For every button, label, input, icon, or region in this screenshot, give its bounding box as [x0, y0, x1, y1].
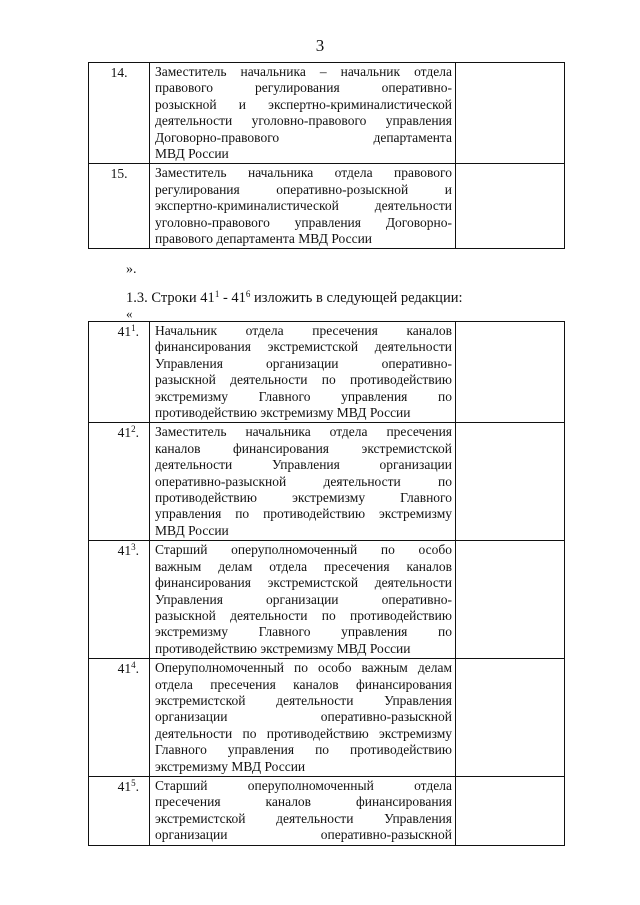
- row-number: [89, 541, 149, 559]
- text-line: деятельности уголовно-правового управления: [155, 113, 452, 129]
- row-number-cell: [89, 322, 150, 423]
- text-line: Начальник отдела пресечения каналов: [155, 323, 452, 338]
- empty-cell: [456, 776, 565, 845]
- text-line: правового департамента МВД России: [155, 231, 373, 247]
- row-number-dot: .: [135, 661, 139, 677]
- text-line: Управления организации оперативно-: [155, 355, 452, 371]
- row-number-base: 41: [117, 543, 132, 559]
- position-title-cell: [150, 541, 456, 659]
- row-number-dot: .: [135, 778, 139, 794]
- row-number-cell: [89, 423, 150, 541]
- text-line: экстремистской деятельности Управления: [155, 692, 452, 708]
- table-row: [89, 541, 565, 659]
- text-line: пресечения каналов финансирования: [155, 794, 452, 810]
- instruction-sup-1: 1: [214, 289, 220, 299]
- positions-table-top: [88, 62, 565, 249]
- table-row: [89, 164, 565, 249]
- position-title-cell: [150, 423, 456, 541]
- text-line: каналов финансирования экстремистской: [155, 440, 452, 456]
- row-number-dot: .: [135, 324, 139, 339]
- instruction-paragraph: [126, 290, 463, 307]
- empty-cell: [456, 63, 565, 164]
- text-line: Старший оперуполномоченный по особо: [155, 542, 452, 558]
- position-title-cell: [150, 776, 456, 845]
- empty-cell: [456, 322, 565, 423]
- empty-cell: [456, 659, 565, 777]
- text-line: организации оперативно-разыскной: [155, 709, 452, 725]
- row-number-superscript: 5: [131, 777, 136, 788]
- text-line: уголовно-правового управления Договорно-: [155, 214, 452, 230]
- row-number-cell: [89, 63, 150, 164]
- position-title-cell: [150, 322, 456, 423]
- text-line: Оперуполномоченный по особо важным делам: [155, 660, 452, 676]
- text-line: розыскной и экспертно-криминалистической: [155, 96, 452, 112]
- text-line: Заместитель начальника отдела правового: [155, 165, 452, 181]
- table-row: [89, 63, 565, 164]
- text-line: Управления организации оперативно-: [155, 591, 452, 607]
- row-number: [89, 423, 149, 441]
- empty-cell: [456, 541, 565, 659]
- position-title: [150, 777, 455, 845]
- row-number-cell: [89, 776, 150, 845]
- row-number-cell: [89, 541, 150, 659]
- row-number: [89, 777, 149, 795]
- text-line: противодействию экстремизму Главного: [155, 490, 452, 506]
- text-line: экстремистской деятельности Управления: [155, 810, 452, 826]
- text-line: экстремизму Главного управления по: [155, 624, 452, 640]
- empty-cell: [456, 423, 565, 541]
- row-number: [89, 322, 149, 340]
- text-line: Заместитель начальника отдела пресечения: [155, 424, 452, 440]
- positions-table-bottom: [88, 321, 565, 846]
- text-line: организации оперативно-разыскной: [155, 827, 452, 843]
- text-line: финансирования экстремистской деятельности: [155, 339, 452, 355]
- text-line: управления по противодействию экстремизму: [155, 506, 452, 522]
- row-number: 15.: [110, 166, 128, 182]
- text-line: МВД России: [155, 522, 229, 538]
- row-number-base: 41: [117, 425, 132, 441]
- text-line: Заместитель начальника – начальник отдела: [155, 64, 452, 79]
- row-number-base: 41: [117, 324, 132, 339]
- row-number-superscript: 3: [131, 542, 136, 553]
- table-row: [89, 322, 565, 423]
- row-number-cell: [89, 659, 150, 777]
- position-title: [150, 659, 455, 776]
- row-number-superscript: 1: [131, 323, 136, 333]
- row-number-cell: [89, 164, 150, 249]
- empty-cell: [456, 164, 565, 249]
- row-number-dot: .: [135, 543, 139, 559]
- text-line: МВД России: [155, 146, 229, 162]
- text-line: разыскной деятельности по противодействию: [155, 607, 452, 623]
- row-number: [89, 659, 149, 677]
- text-line: экстремизму МВД России: [155, 758, 306, 774]
- text-line: важным делам отдела пресечения каналов: [155, 558, 452, 574]
- table-row: [89, 776, 565, 845]
- row-number-dot: .: [135, 425, 139, 441]
- text-line: финансирования экстремистской деятельности: [155, 575, 452, 591]
- text-line: оперативно-разыскной деятельности по: [155, 473, 452, 489]
- text-line: правового регулирования оперативно-: [155, 80, 452, 96]
- text-line: противодействию экстремизму МВД России: [155, 405, 411, 421]
- row-number-superscript: 2: [131, 424, 136, 435]
- instruction-suffix: изложить в следующей редакции:: [250, 290, 463, 306]
- text-line: деятельности по противодействию экстремизму: [155, 725, 452, 741]
- text-line: отдела пресечения каналов финансирования: [155, 676, 452, 692]
- text-line: деятельности Управления организации: [155, 457, 452, 473]
- instruction-prefix: 1.3. Строки 41: [126, 290, 215, 306]
- instruction-middle: - 41: [219, 290, 246, 306]
- position-title: [150, 322, 455, 422]
- position-title: [150, 63, 455, 163]
- row-number-base: 41: [117, 661, 132, 677]
- instruction-sup-2: 6: [245, 289, 251, 299]
- table-row: [89, 659, 565, 777]
- closing-quote: ».: [126, 262, 137, 277]
- text-line: экстремизму Главного управления по: [155, 388, 452, 404]
- opening-quote: «: [126, 306, 133, 321]
- text-line: регулирования оперативно-розыскной и: [155, 181, 452, 197]
- row-number-base: 41: [117, 778, 132, 794]
- text-line: противодействию экстремизму МВД России: [155, 640, 411, 656]
- position-title-cell: [150, 659, 456, 777]
- row-number: 14.: [110, 65, 128, 80]
- table-row: [89, 423, 565, 541]
- position-title-cell: [150, 164, 456, 249]
- page-number: 3: [315, 36, 325, 55]
- position-title: [150, 541, 455, 658]
- position-title: [150, 164, 455, 248]
- row-number-superscript: 4: [131, 660, 136, 671]
- text-line: разыскной деятельности по противодействию: [155, 372, 452, 388]
- text-line: Договорно-правового департамента: [155, 129, 452, 145]
- text-line: Старший оперуполномоченный отдела: [155, 777, 452, 793]
- text-line: экспертно-криминалистической деятельности: [155, 198, 452, 214]
- position-title-cell: [150, 63, 456, 164]
- text-line: Главного управления по противодействию: [155, 742, 452, 758]
- position-title: [150, 423, 455, 540]
